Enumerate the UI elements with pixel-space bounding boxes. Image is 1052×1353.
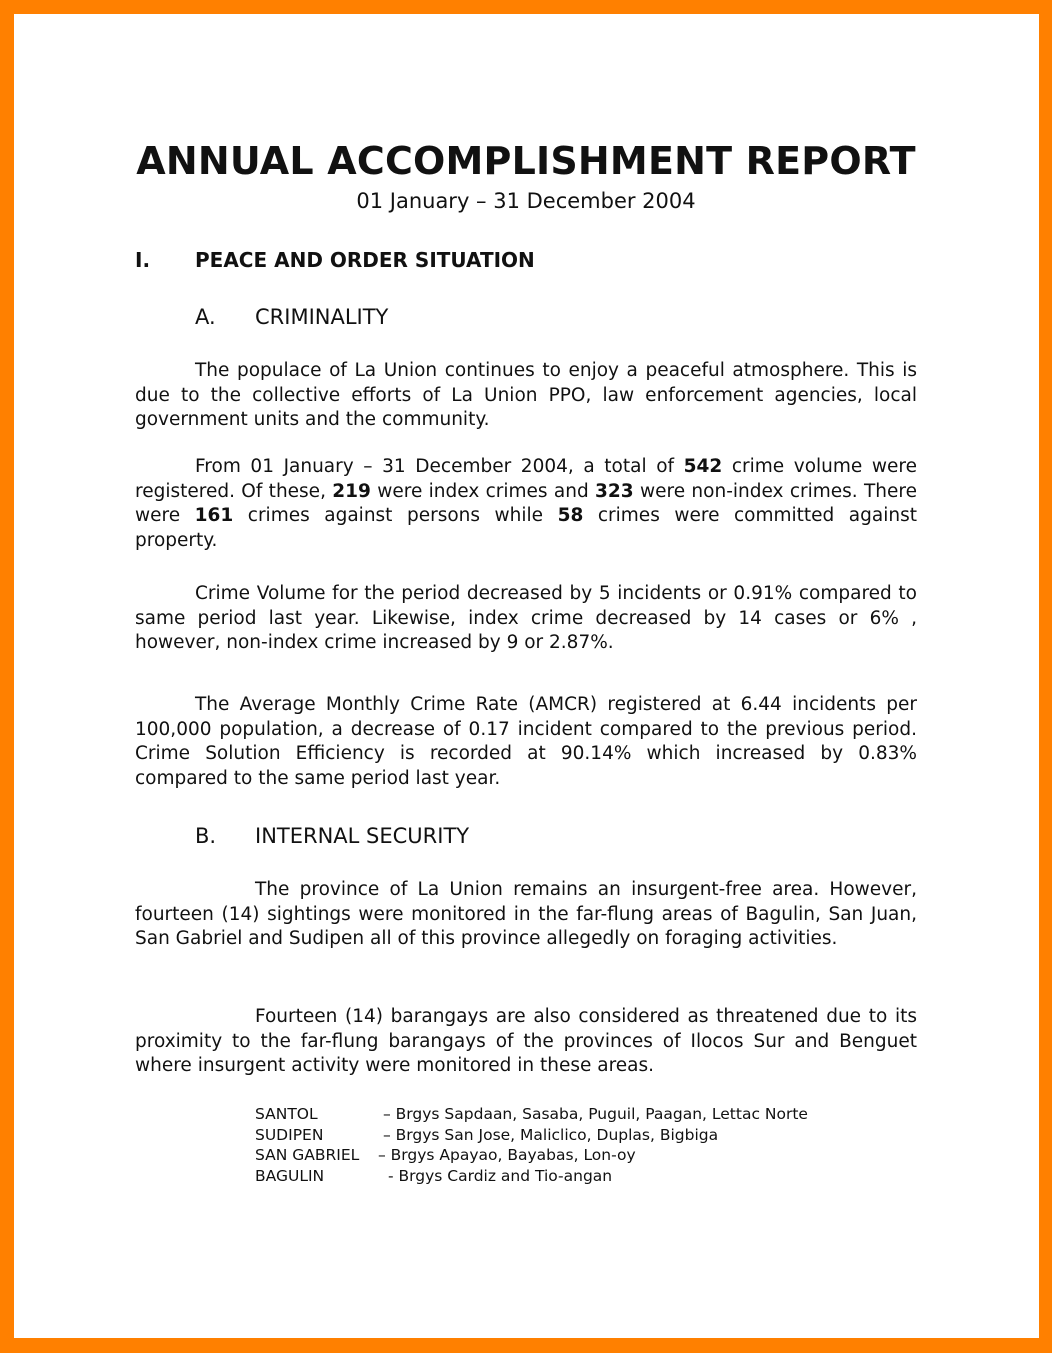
non-index-crime-count: 323 <box>595 480 634 502</box>
report-title: ANNUAL ACCOMPLISHMENT REPORT <box>136 139 916 183</box>
paragraph-populace: The populace of La Union continues to enjoy a peaceful atmosphere. This is due to the collective efforts of La Union PPO, law enforcement agencies, local government units and the community. <box>135 360 917 431</box>
total-crime-count: 542 <box>683 456 723 477</box>
barangay-names: – Brgys Apayao, Bayabas, Lon-oy <box>378 1146 636 1164</box>
paragraph-amcr: The Average Monthly Crime Rate (AMCR) registered at 6.44 incidents per 100,000 population, a decrease of 0.17 incident compared to the previous period. Crime Solution Efficiency is recorded at 90.14% which increased by 0.83% compared to the same period last year. <box>135 694 917 790</box>
paragraph-crime-volume: From 01 January – 31 December 2004, a total of 542 crime volume were registered. Of these, 219 were index crimes and 323 were non-index crimes. There were 161 crimes against persons while 58 crimes were committed against property. <box>135 456 917 552</box>
town-name: BAGULIN <box>255 1166 325 1185</box>
section-title: PEACE AND ORDER SITUATION <box>195 248 535 272</box>
barangay-names: – Brgys Sapdaan, Sasaba, Puguil, Paagan, Lettac Norte <box>383 1105 808 1123</box>
town-name: SAN GABRIEL <box>255 1146 360 1164</box>
town-name: SUDIPEN <box>255 1125 324 1144</box>
crimes-against-property-count: 58 <box>557 505 584 527</box>
barangay-names: – Brgys San Jose, Maliclico, Duplas, Bigbiga <box>383 1125 719 1144</box>
paragraph-crime-trend: Crime Volume for the period decreased by 5 incidents or 0.91% compared to same period last year. Likewise, index crime decreased by 14 cases or 6% , however, non-index crime increased by 9 or 2.87%. <box>135 583 917 654</box>
barangay-names: - Brgys Cardiz and Tio-angan <box>388 1166 613 1185</box>
index-crime-count: 219 <box>332 480 371 502</box>
paragraph-insurgent-free: The province of La Union remains an insurgent-free area. However, fourteen (14) sightings were monitored in the far-flung areas of Bagulin, San Juan, San Gabriel and Sudipen all of this province allegedly on foraging activities. <box>135 879 917 950</box>
section-number: I. <box>135 248 151 272</box>
subsection-b-letter: B. <box>195 824 217 848</box>
town-name: SANTOL <box>255 1105 318 1123</box>
subsection-b-title: INTERNAL SECURITY <box>255 824 470 848</box>
crimes-against-persons-count: 161 <box>194 505 234 527</box>
report-period: 01 January – 31 December 2004 <box>356 189 696 213</box>
paragraph-threatened-barangays: Fourteen (14) barangays are also considered as threatened due to its proximity to the far-flung barangays of the provinces of Ilocos Sur and Benguet where insurgent activity were monitored in these areas. <box>135 1006 917 1077</box>
subsection-a-title: CRIMINALITY <box>255 305 389 329</box>
subsection-a-letter: A. <box>195 305 216 329</box>
